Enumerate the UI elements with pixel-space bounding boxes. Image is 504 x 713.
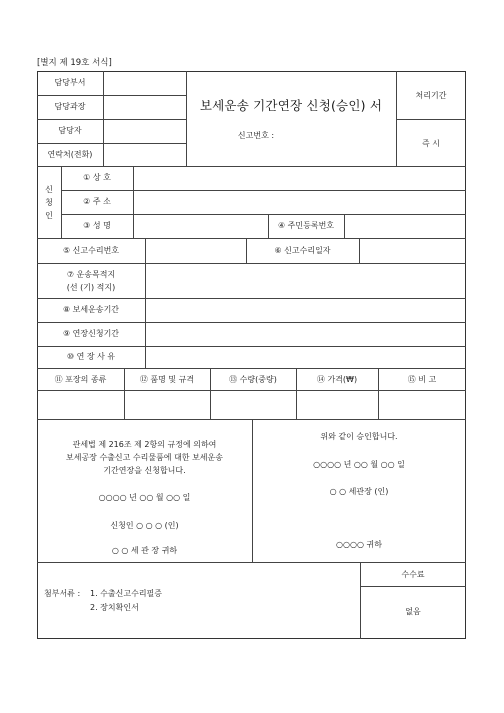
fee-row-line (360, 586, 466, 587)
processing-row-line (396, 119, 466, 120)
applicant-value-divider (133, 166, 134, 238)
approval-row-line (37, 95, 186, 96)
extension-reason-label: ⑩ 연 장 사 유 (66, 352, 116, 361)
form-number-label: [별지 제 19호 서식] (37, 58, 112, 68)
packing-type-header: ⑪ 포장의 종류 (54, 375, 107, 384)
attachments-label: 첨부서류 : (44, 589, 81, 598)
applicant-row-line (61, 214, 466, 215)
clearance-date-label: ⑥ 신고수리일자 (274, 246, 331, 255)
fields-row-line (37, 263, 466, 264)
resident-number-label: ④ 주민등록번호 (277, 221, 335, 230)
goods-header-line (37, 390, 466, 391)
attachment-item: 2. 장치확인서 (90, 603, 139, 612)
clearance-date-divider (359, 238, 360, 263)
approval-statement: 위와 같이 승인합니다. (320, 432, 398, 441)
price-header: ⑭ 가격(₩) (316, 375, 358, 384)
form-title: 보세운송 기간연장 신청(승인) 서 (199, 98, 383, 113)
application-text-line3: 기간연장을 신청합니다. (103, 466, 186, 475)
processing-period-value: 즉 시 (422, 139, 440, 148)
fields-row-line (37, 322, 466, 323)
applicant-row-line (61, 190, 466, 191)
fee-value: 없음 (405, 607, 421, 616)
fee-label: 수수료 (401, 570, 425, 579)
address-label: ② 주 소 (83, 197, 111, 206)
customs-chief-signature: ○ ○ 세관장 (인) (329, 487, 389, 496)
fields-row-line (37, 298, 466, 299)
attachment-item: 1. 수출신고수리필증 (90, 589, 162, 598)
remarks-header: ⑮ 비 고 (407, 375, 437, 384)
approval-right-border (186, 71, 187, 166)
destination-label-line2: (선 (기) 적지) (66, 283, 116, 292)
resident-number-divider (344, 214, 345, 238)
clearance-number-label: ⑤ 신고수리번호 (62, 246, 120, 255)
fields-label-divider (145, 238, 146, 368)
transport-period-label: ⑧ 보세운송기간 (62, 305, 120, 314)
application-recipient: ○ ○ 세 관 장 귀하 (111, 546, 178, 555)
report-number-label: 신고번호 : (237, 131, 275, 140)
approval-date: ○○○○ 년 ○○ 월 ○○ 일 (313, 460, 405, 469)
fields-row-line (37, 346, 466, 347)
section-line (37, 166, 466, 167)
item-spec-header: ⑫ 품명 및 규격 (139, 375, 195, 384)
application-text-line2: 보세공장 수출신고 수리물품에 대한 보세운송 (65, 453, 223, 462)
approval-contact-label: 연락처(전화) (47, 150, 93, 159)
approval-staff-label: 담당자 (58, 126, 82, 135)
name-label: ③ 성 명 (83, 221, 111, 230)
trade-name-label: ① 상 호 (83, 173, 111, 182)
applicant-signature: 신청인 ○ ○ ○ (인) (110, 521, 179, 530)
applicant-section-label-1: 신 (45, 185, 53, 194)
application-date: ○○○○ 년 ○○ 월 ○○ 일 (98, 493, 191, 502)
approval-dept-label: 담당부서 (54, 78, 86, 87)
approval-row-line (37, 143, 186, 144)
applicant-section-label-3: 인 (45, 211, 53, 220)
application-text-line1: 관세법 제 216조 제 2항의 규정에 의하여 (72, 440, 217, 449)
section-line (37, 562, 466, 563)
approval-row-line (37, 119, 186, 120)
extension-period-label: ⑨ 연장신청기간 (62, 329, 120, 338)
approval-manager-label: 담당과장 (54, 102, 86, 111)
applicant-section-label-2: 청 (45, 198, 53, 207)
quantity-header: ⑬ 수량(중량) (229, 375, 277, 384)
section-line (37, 238, 466, 239)
destination-label-line1: ⑦ 운송목적지 (66, 270, 116, 279)
processing-period-label: 처리기간 (415, 91, 447, 100)
approval-recipient: ○○○○ 귀하 (336, 540, 382, 549)
section-line (37, 368, 466, 369)
